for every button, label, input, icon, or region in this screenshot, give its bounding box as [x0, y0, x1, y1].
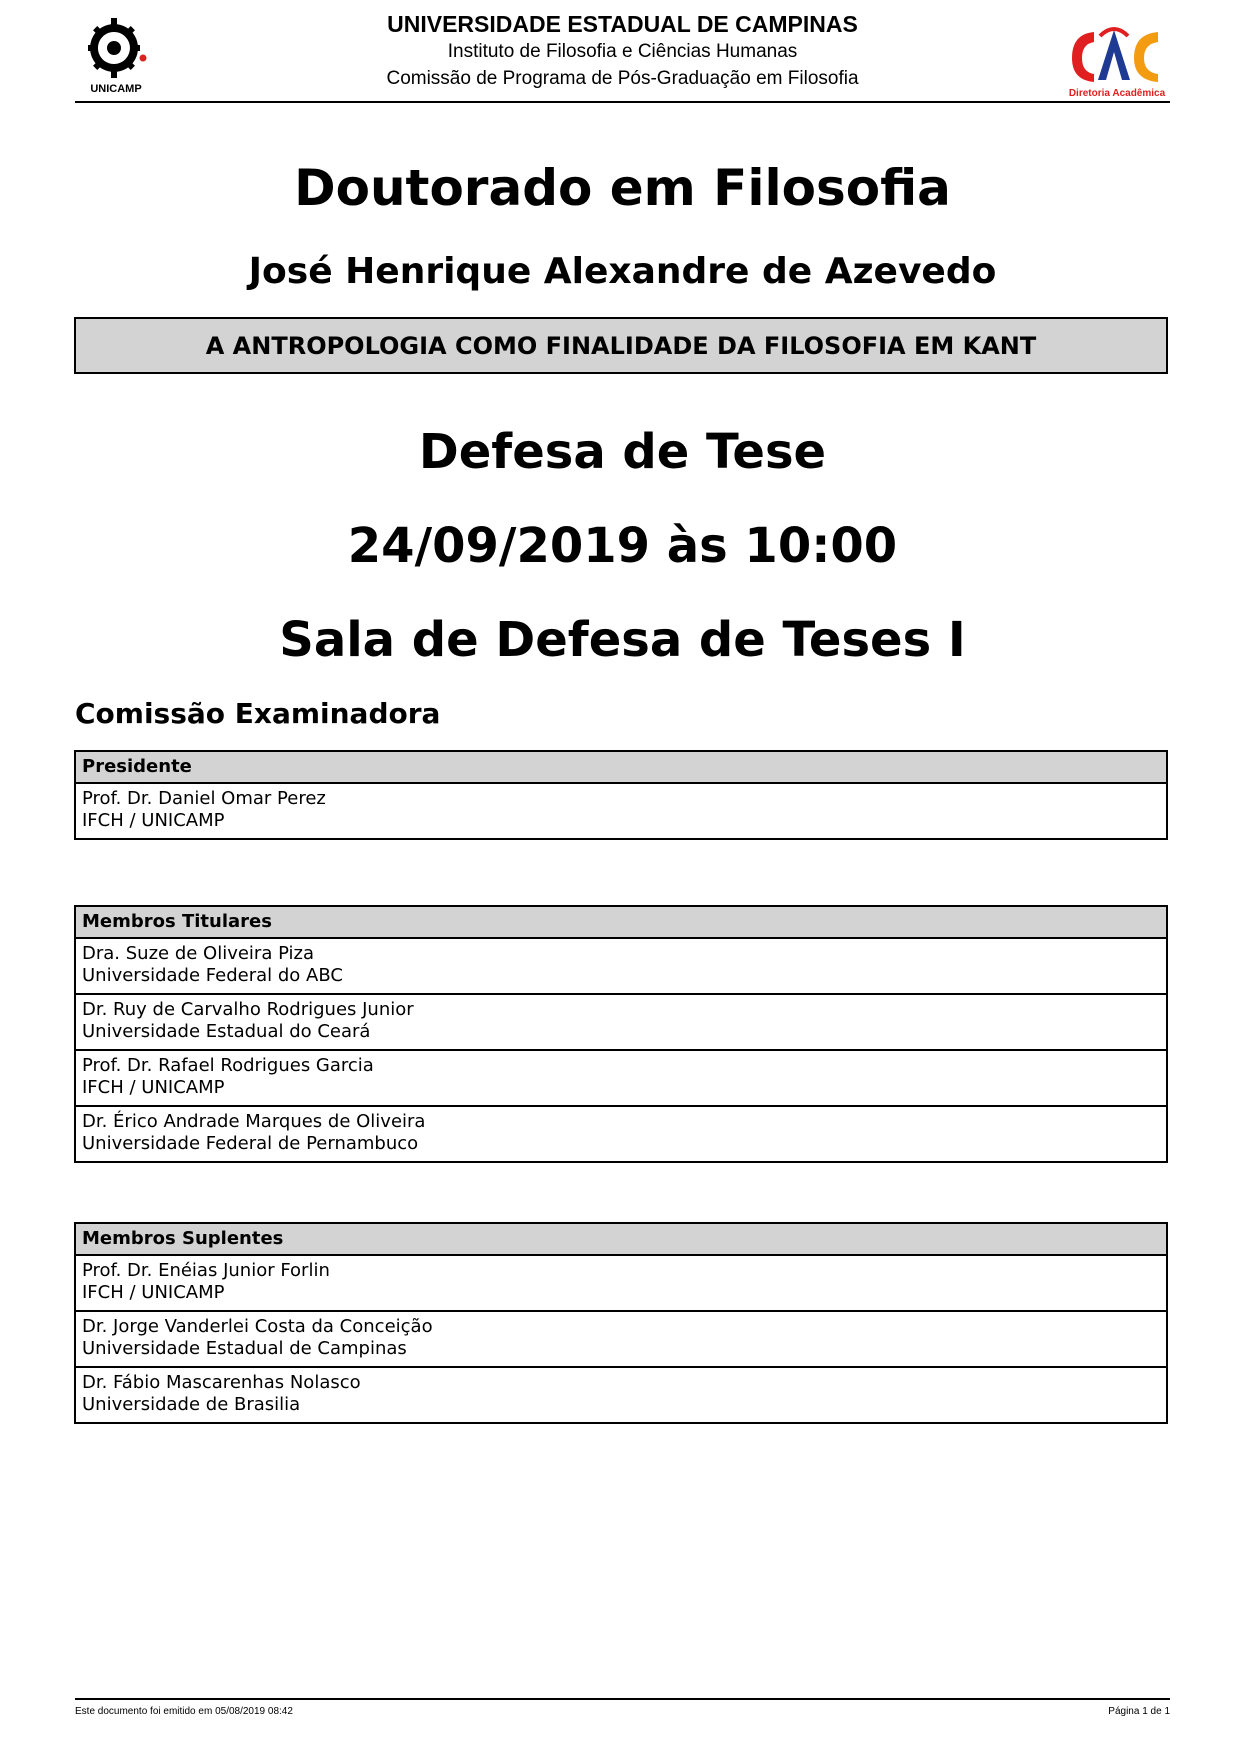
svg-text:UNICAMP: UNICAMP [90, 83, 142, 95]
member-name: Prof. Dr. Enéias Junior Forlin [82, 1260, 330, 1281]
member-affiliation: Universidade de Brasilia [82, 1394, 301, 1415]
issued-note: Este documento foi emitido em 05/08/2019 08:42 [75, 1706, 293, 1717]
president-table [74, 750, 1168, 840]
member-name: Dr. Jorge Vanderlei Costa da Conceição [82, 1316, 433, 1337]
svg-text:Diretoria Acadêmica: Diretoria Acadêmica [1068, 88, 1166, 99]
event-type: Defesa de Tese [418, 424, 827, 480]
member-name: Dr. Érico Andrade Marques de Oliveira [82, 1111, 426, 1132]
member-affiliation: IFCH / UNICAMP [82, 810, 225, 831]
member-affiliation: IFCH / UNICAMP [82, 1077, 225, 1098]
member-name: Dr. Fábio Mascarenhas Nolasco [82, 1372, 361, 1393]
document-header [75, 8, 1170, 103]
member-name: Dr. Ruy de Carvalho Rodrigues Junior [82, 999, 414, 1020]
suplentes-table [74, 1222, 1168, 1424]
titulares-table [74, 905, 1168, 1163]
event-datetime: 24/09/2019 às 10:00 [347, 518, 898, 574]
table-row [76, 1368, 1166, 1422]
president-heading: Presidente [76, 752, 1166, 784]
program-title: Doutorado em Filosofia [294, 159, 951, 217]
suplentes-heading: Membros Suplentes [76, 1224, 1166, 1256]
page-number: Página 1 de 1 [1108, 1706, 1170, 1717]
table-row [76, 784, 1166, 838]
table-row [76, 1051, 1166, 1107]
member-affiliation: Universidade Federal do ABC [82, 965, 343, 986]
document-footer [75, 1698, 1170, 1717]
member-name: Dra. Suze de Oliveira Piza [82, 943, 315, 964]
member-affiliation: IFCH / UNICAMP [82, 1282, 225, 1303]
commission-name: Comissão de Programa de Pós-Graduação em Filosofia [386, 68, 859, 89]
member-affiliation: Universidade Federal de Pernambuco [82, 1133, 419, 1154]
header-titles [235, 10, 1010, 93]
table-row [76, 1312, 1166, 1368]
table-row [76, 1256, 1166, 1312]
table-row [76, 939, 1166, 995]
committee-heading: Comissão Examinadora [75, 697, 441, 730]
table-row [76, 1107, 1166, 1161]
university-name: UNIVERSIDADE ESTADUAL DE CAMPINAS [387, 11, 858, 37]
member-name: Prof. Dr. Rafael Rodrigues Garcia [82, 1055, 374, 1076]
event-room: Sala de Defesa de Teses I [279, 612, 966, 668]
candidate-name: José Henrique Alexandre de Azevedo [248, 251, 997, 292]
member-affiliation: Universidade Estadual do Ceará [82, 1021, 371, 1042]
titulares-heading: Membros Titulares [76, 907, 1166, 939]
institute-name: Instituto de Filosofia e Ciências Humanas [447, 41, 798, 62]
member-affiliation: Universidade Estadual de Campinas [82, 1338, 407, 1359]
dac-logo [1064, 22, 1170, 102]
thesis-title: A ANTROPOLOGIA COMO FINALIDADE DA FILOSOFIA EM KANT [74, 317, 1168, 374]
member-name: Prof. Dr. Daniel Omar Perez [82, 788, 326, 809]
unicamp-logo [80, 16, 152, 96]
table-row [76, 995, 1166, 1051]
